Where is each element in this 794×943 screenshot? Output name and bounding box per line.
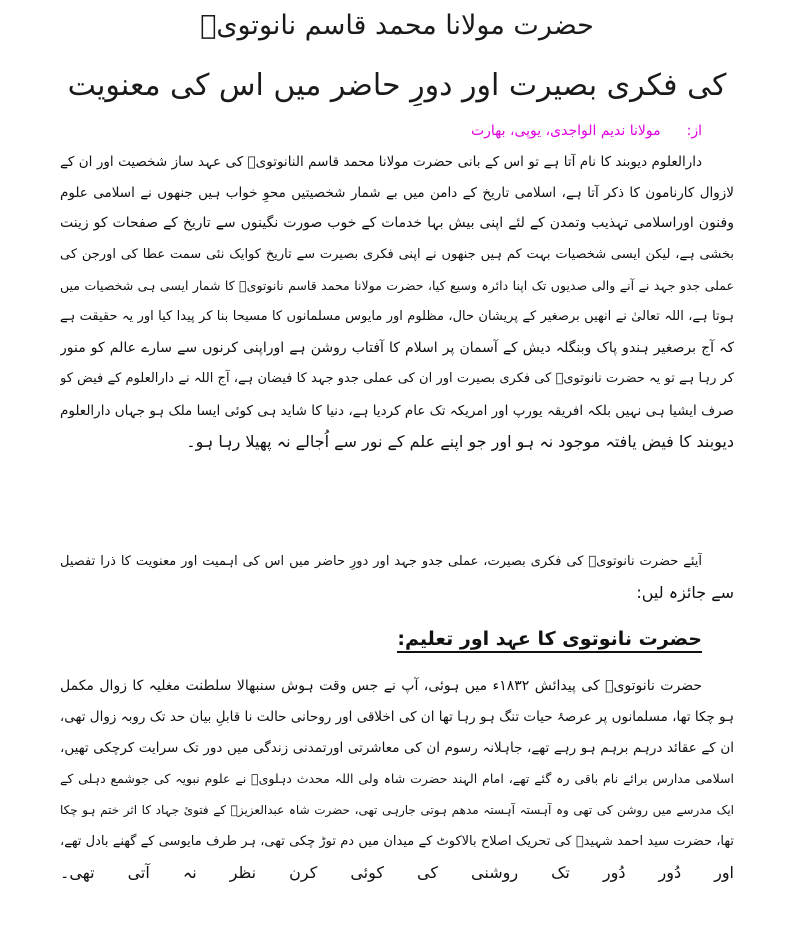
body-line: کہ آج برصغیر ہندو پاک وبنگلہ دیش کے آسمان پر اسلام کا آفتاب روشن ہے اوراپنی کرنوں سے سارے عالم کو منور <box>60 340 734 356</box>
body-line: وفنون اوراسلامی تہذیب وتمدن کے لئے اپنی بیش بہا خدمات کے خوب صورت نگینوں سے تاریخ کے صفحات کو زینت <box>60 215 734 231</box>
body-line: ہو چکا تھا، مسلمانوں پر عرصۂ حیات تنگ ہو رہا تھا ان کی اخلاقی اور روحانی حالت نا قابلِ بیان حد تک روبہ زوال تھی، <box>60 709 734 725</box>
body-line: سے جائزہ لیں: <box>636 583 734 602</box>
body-line: دارالعلوم دیوبند کا نام آتا ہے تو اس کے بانی حضرت مولانا محمد قاسم النانوتویؒ کی عہد ساز شخصیت اور ان کے <box>60 154 702 170</box>
body-line: تھا، حضرت سید احمد شہیدؒ کی تحریک اصلاح بالاکوٹ کے میدان میں دم توڑ چکی تھی، ہر طرف مایوسی کے گھنے بادل تھے، <box>60 834 734 849</box>
section-heading <box>382 624 702 654</box>
author-label: از: <box>686 123 702 139</box>
body-line: ان کے عقائد درہم برہم ہو رہے تھے، جاہلانہ رسوم ان کی معاشرتی اورتمدنی زندگی میں دور تک سرایت کرچکی تھیں، <box>60 740 734 756</box>
body-line: لازوال کارنامون کا ذکر آتا ہے، اسلامی تاریخ کے دامن میں بے شمار شخصیتیں محوِ خواب ہیں جنھوں نے اسلامی علوم <box>60 185 734 201</box>
body-line: اور دُور دُور تک روشنی کی کوئی کرن نظر نہ آتی تھی۔ <box>60 863 734 882</box>
author-name: مولانا ندیم الواجدی، یوپی، بھارت <box>470 123 661 139</box>
author-byline <box>60 118 702 144</box>
body-line: ہوتا ہے، اللہ تعالیٰ نے انھیں برصغیر کے پریشان حال، مظلوم اور مایوس مسلمانوں کا مسیحا بنا کر پیدا کیا اور یہ حقیقت ہے <box>60 309 734 324</box>
body-line: حضرت نانوتویؒ کی پیدائش ۱۸۳۲ء میں ہوئی، آپ نے جس وقت ہوش سنبھالا سلطنت مغلیہ کا زوال مکمل <box>60 678 702 694</box>
body-line: دیوبند کا فیض یافتہ موجود نہ ہو اور جو اپنے علم کے نور سے اُجالے نہ پھیلا رہا ہو۔ <box>186 432 734 451</box>
body-line: کر رہا ہے تو یہ حضرت نانوتویؒ کی فکری بصیرت اور ان کی عملی جدو جہد کا فیضان ہے، آج اللہ نے دارالعلوم کے فیض کو <box>60 371 734 386</box>
body-line: آیئے حضرت نانوتویؒ کی فکری بصیرت، عملی جدو جہد اور دورِ حاضر میں اس کی اہمیت اور معنویت کا ذرا تفصیل <box>60 554 702 569</box>
body-line: اسلامی مدارس برائے نام باقی رہ گئے تھے، امام الہند حضرت شاہ ولی اللہ محدث دہلویؒ نے علوم نبویہ کی جوشمع دہلی کے <box>60 771 734 786</box>
article-title-line-1: حضرت مولانا محمد قاسم نانوتویؒ <box>200 10 594 41</box>
article-title-line-2: کی فکری بصیرت اور دورِ حاضر میں اس کی معنویت <box>67 68 727 103</box>
body-line: صرف ایشیا ہی نہیں بلکہ افریقہ یورپ اور امریکہ تک عام کردیا ہے، دنیا کا شاید ہی کوئی ایسا ملک ہو جہاں دارالعلوم <box>60 403 734 419</box>
body-line: ایک مدرسے میں روشن کی تھی وہ آہستہ آہستہ مدھم ہوتی جارہی تھی، حضرت شاہ عبدالعزیزؒ کے فتوئ جہاد کا اثر ختم ہو چکا <box>60 803 734 817</box>
body-line: عملی جدو جہد نے آنے والی صدیوں تک اپنا دائرہ وسیع کیا، حضرت مولانا محمد قاسم نانوتویؒ کا شمار ایسی ہی شخصیات میں <box>60 278 734 293</box>
body-line: بخشی ہے، لیکن ایسی شخصیات بہت کم ہیں جنھوں نے اپنی فکری بصیرت سے تاریخ کوایک نئی سمت عطا کی اورجن کی <box>60 247 734 262</box>
section-heading-text: حضرت نانوتوی کا عہد اور تعلیم: <box>397 628 702 653</box>
